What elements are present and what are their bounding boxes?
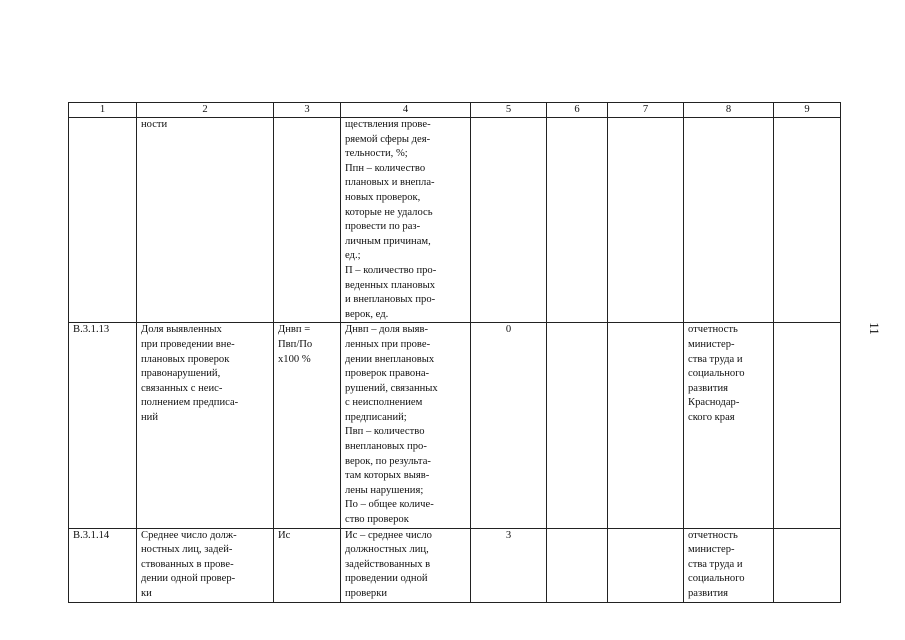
desc-line: новых проверок, [345,191,421,203]
cell-description: Ис – среднее число должностных лиц, задействованных в проведении одной проверки [341,528,471,602]
cell-col6 [547,323,608,528]
cell-col9 [774,323,841,528]
desc-line: верок, ед. [345,308,389,320]
desc-line: плановых и внепла- [345,177,435,189]
cell-col5: 3 [471,528,547,602]
desc-line: и внеплановых про- [345,294,436,306]
cell-description [341,118,471,323]
cell-name: Доля выявленных при проведении вне- плановых проверок правонарушений, связанных с неис- полнением предписа- ний [137,323,274,528]
page-number: 11 [866,322,882,335]
desc-line: ряемой сферы дея- [345,133,431,145]
header-col-6: 6 [547,103,608,118]
indicator-table [68,102,841,603]
header-col-7: 7 [608,103,684,118]
cell-col9 [774,528,841,602]
header-col-8: 8 [684,103,774,118]
cell-col5 [471,118,547,323]
header-col-3: 3 [274,103,341,118]
cell-col9 [774,118,841,323]
cell-col5: 0 [471,323,547,528]
header-col-2: 2 [137,103,274,118]
cell-col7 [608,118,684,323]
cell-source: отчетность министер- ства труда и социального развития Краснодар- ского края [684,323,774,528]
header-col-9: 9 [774,103,841,118]
cell-col6 [547,528,608,602]
cell-formula: Ис [274,528,341,602]
cell-name: ности [137,118,274,323]
cell-code: В.3.1.13 [69,323,137,528]
cell-formula: Днвп = Пвп/По х100 % [274,323,341,528]
cell-formula [274,118,341,323]
cell-col6 [547,118,608,323]
header-col-5: 5 [471,103,547,118]
desc-line: которые не удалось [345,206,433,218]
desc-line: П – количество про- [345,264,437,276]
table-row [69,528,841,602]
table-row [69,323,841,528]
cell-description: Днвп – доля выяв- ленных при прове- дении внеплановых проверок правона- рушений, связанных с неисполнением предписаний; Пвп – количество внеплановых про- верок, по результа- там которых выяв- лены нарушения; По – общее количе- ство проверок [341,323,471,528]
desc-line: ед.; [345,250,361,262]
cell-code: В.3.1.14 [69,528,137,602]
desc-line: провести по раз- [345,221,421,233]
cell-col7 [608,528,684,602]
desc-line: тельности, %; [345,148,408,160]
desc-line: веденных плановых [345,279,436,291]
cell-code [69,118,137,323]
desc-line: ществления прове- [345,119,431,130]
cell-source [684,118,774,323]
continuation-row [69,118,841,323]
desc-line: Ппн – количество [345,162,426,174]
desc-line: личным причинам, [345,235,431,247]
header-col-1: 1 [69,103,137,118]
cell-name: Среднее число долж- ностных лиц, задей- ствованных в прове- дении одной провер- ки [137,528,274,602]
cell-col7 [608,323,684,528]
header-col-4: 4 [341,103,471,118]
cell-source: отчетность министер- ства труда и социального развития [684,528,774,602]
header-row [69,103,841,118]
